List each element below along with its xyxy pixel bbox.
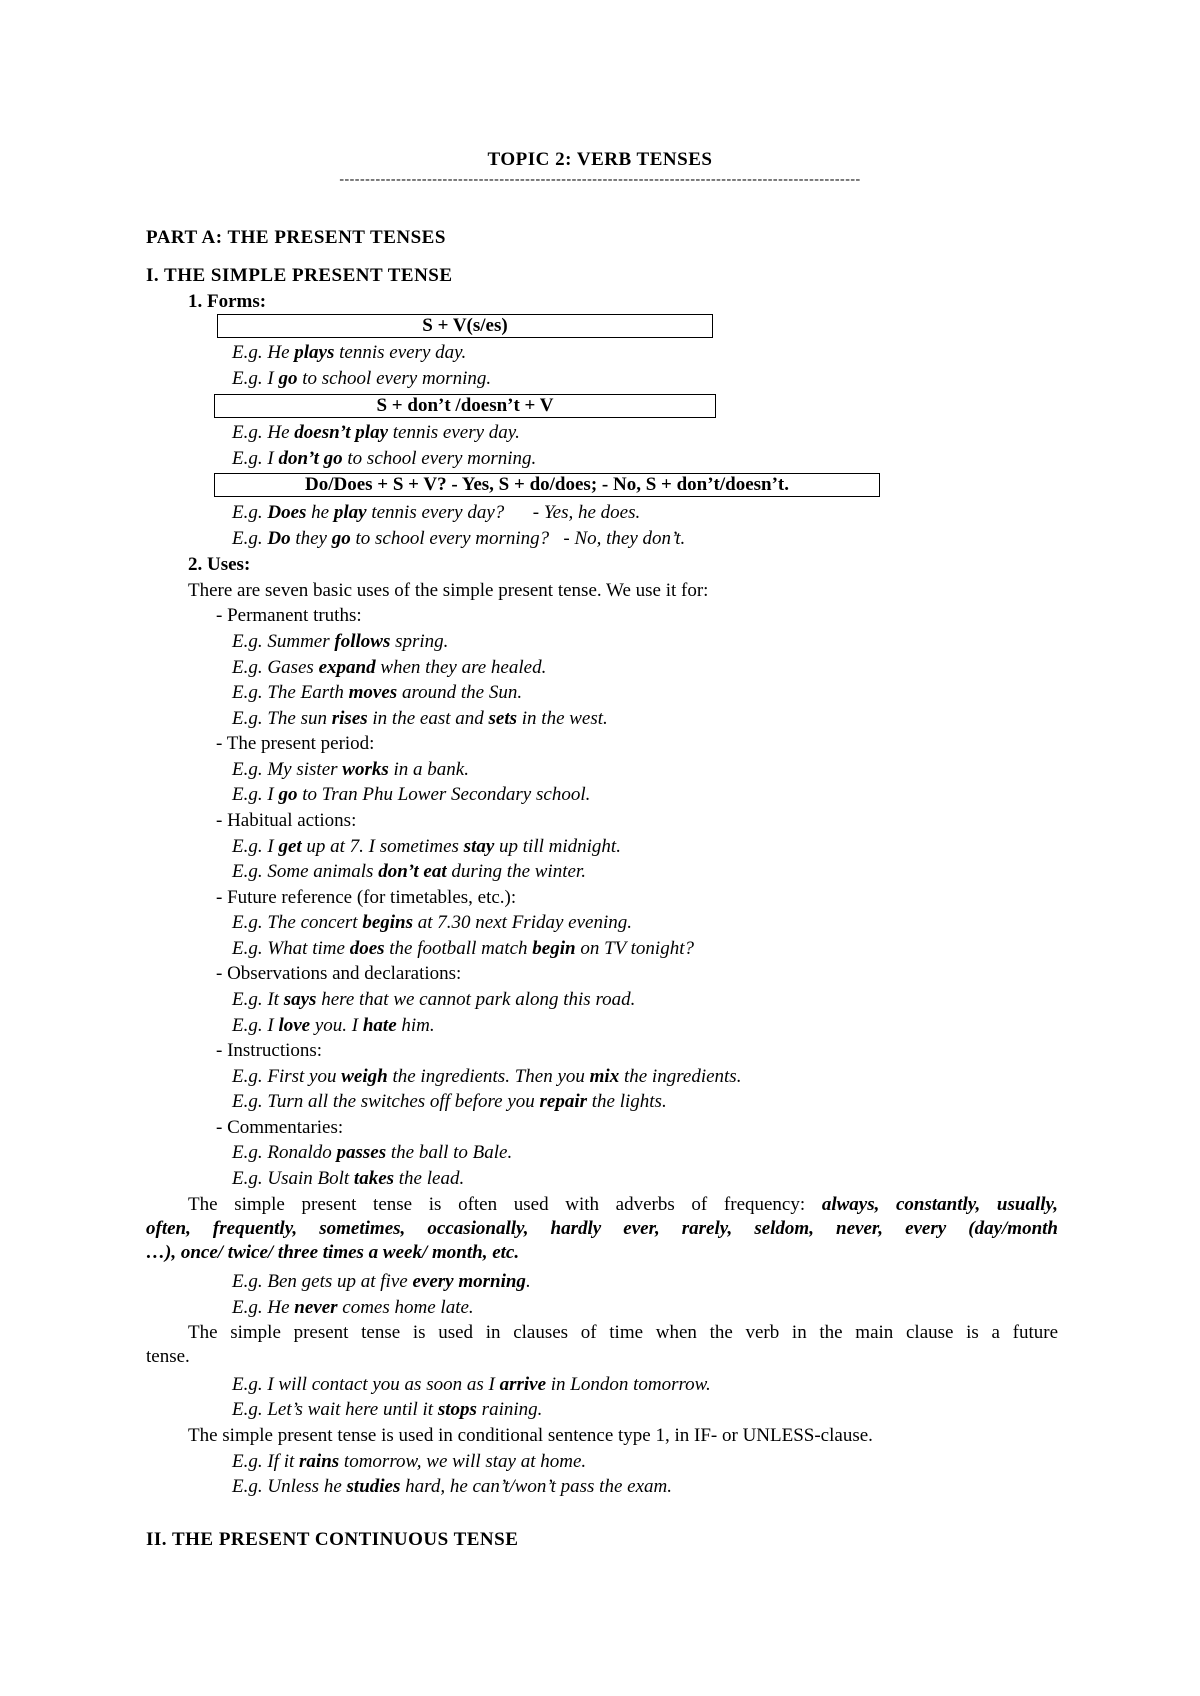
use-heading: - Instructions: [216,1040,323,1061]
use-heading: - Future reference (for timetables, etc.): [216,887,517,908]
adverbs-paragraph: The simple present tense is often used with adverbs of frequency: always, constantly, usually, often, frequently, sometimes, occasionally, hardly ever, rarely, seldom, never, every (day/month …), once/ twice/ three times a week/ month, etc. [146,1194,1058,1263]
example: E.g. The Earth moves around the Sun. [232,682,523,703]
part-a-heading: PART A: THE PRESENT TENSES [146,227,446,248]
example: E.g. Some animals don’t eat during the winter. [232,861,586,882]
example: E.g. Do they go to school every morning? - No, they don’t. [232,528,686,549]
example: E.g. The sun rises in the east and sets in the west. [232,708,608,729]
example: E.g. Ben gets up at five every morning. [232,1271,531,1292]
example: E.g. I don’t go to school every morning. [232,448,537,469]
example: E.g. It says here that we cannot park along this road. [232,989,636,1010]
page-title: TOPIC 2: VERB TENSES [487,149,713,170]
example: E.g. I go to school every morning. [232,368,492,389]
section-2-heading: II. THE PRESENT CONTINUOUS TENSE [146,1529,519,1550]
title-rule: ----------------------------------------------------------------------------------------------------- [339,172,861,187]
example: E.g. My sister works in a bank. [232,759,469,780]
uses-intro: There are seven basic uses of the simple present tense. We use it for: [188,580,709,601]
example: E.g. He plays tennis every day. [232,342,467,363]
example: E.g. Unless he studies hard, he can’t/won’t pass the exam. [232,1476,672,1497]
example: E.g. The concert begins at 7.30 next Friday evening. [232,912,632,933]
example: E.g. I love you. I hate him. [232,1015,435,1036]
example: E.g. I get up at 7. I sometimes stay up till midnight. [232,836,621,857]
conditional-paragraph: The simple present tense is used in conditional sentence type 1, in IF- or UNLESS-clause. [188,1425,873,1446]
example: E.g. What time does the football match begin on TV tonight? [232,938,694,959]
example: E.g. Usain Bolt takes the lead. [232,1168,465,1189]
example: E.g. Let’s wait here until it stops raining. [232,1399,543,1420]
use-heading: - Observations and declarations: [216,963,462,984]
example: E.g. He doesn’t play tennis every day. [232,422,520,443]
example: E.g. If it rains tomorrow, we will stay at home. [232,1451,587,1472]
form-question: Do/Does + S + V? - Yes, S + do/does; - No, S + don’t/doesn’t. [214,473,880,497]
example: E.g. Turn all the switches off before you repair the lights. [232,1091,667,1112]
example: E.g. Does he play tennis every day? - Yes, he does. [232,502,641,523]
example: E.g. He never comes home late. [232,1297,474,1318]
form-affirmative: S + V(s/es) [217,314,713,338]
example: E.g. Ronaldo passes the ball to Bale. [232,1142,513,1163]
example: E.g. Gases expand when they are healed. [232,657,547,678]
form-negative: S + don’t /doesn’t + V [214,394,716,418]
use-heading: - Habitual actions: [216,810,357,831]
section-1-heading: I. THE SIMPLE PRESENT TENSE [146,265,453,286]
example: E.g. Summer follows spring. [232,631,449,652]
use-heading: - Permanent truths: [216,605,362,626]
use-heading: - Commentaries: [216,1117,344,1138]
uses-label: 2. Uses: [188,554,251,575]
example: E.g. I go to Tran Phu Lower Secondary school. [232,784,591,805]
time-clause-paragraph: The simple present tense is used in clauses of time when the verb in the main clause is a future tense. [146,1322,1058,1367]
forms-label: 1. Forms: [188,291,267,312]
example: E.g. First you weigh the ingredients. Then you mix the ingredients. [232,1066,742,1087]
example: E.g. I will contact you as soon as I arrive in London tomorrow. [232,1374,711,1395]
use-heading: - The present period: [216,733,375,754]
